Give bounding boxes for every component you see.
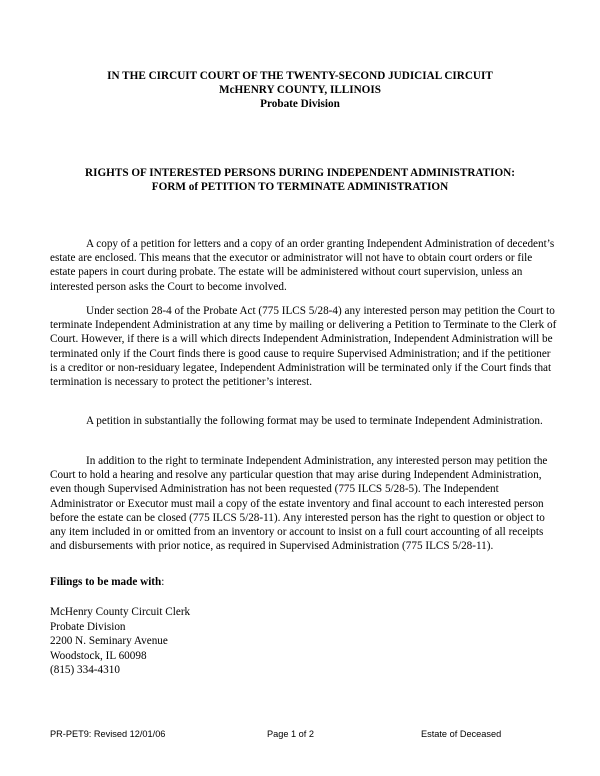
- paragraph-additional-rights: In addition to the right to terminate Independent Administration, any interested person may petition the Court to hold a hearing and resolve any particular question that may arise during Independent Administration, even though Supervised Administration has not been requested (775 ILCS 5/28-5). The Independent Administrator or Executor must mail a copy of the estate inventory and final account to each interested person before the estate can be closed (775 ILCS 5/28-11). Any interested person has the right to question or object to any item included in or omitted from an inventory or account to insist on a full court accounting of all receipts and disbursements with prior notice, as required in Supervised Administration (775 ILCS 5/28-11).: [50, 455, 548, 553]
- county-line: McHENRY COUNTY, ILLINOIS: [219, 84, 381, 96]
- paragraph-petition-format: A petition in substantially the following format may be used to terminate Independent Administration.: [86, 415, 543, 427]
- address-line: Probate Division: [50, 620, 126, 633]
- clerk-address: [50, 605, 190, 678]
- address-line: 2200 N. Seminary Avenue: [50, 635, 168, 648]
- division-line: Probate Division: [260, 98, 340, 110]
- page-number: Page 1 of 2: [267, 729, 314, 739]
- paragraph-enclosed-copy: A copy of a petition for letters and a copy of an order granting Independent Administration of decedent’s estate are enclosed. This means that the executor or administrator will not have to obtain court orders or file estate papers in court during probate. The estate will be administered without court supervision, unless an interested person asks the Court to become involved.: [50, 238, 555, 293]
- filings-heading: [50, 575, 164, 589]
- page-footer: [0, 729, 600, 743]
- filings-colon: :: [161, 576, 165, 588]
- court-header-line: IN THE CIRCUIT COURT OF THE TWENTY-SECOND JUDICIAL CIRCUIT: [107, 70, 493, 82]
- paragraph-section-28-4: Under section 28-4 of the Probate Act (775 ILCS 5/28-4) any interested person may petition the Court to terminate Independent Administration at any time by mailing or delivering a Petition to Terminate to the Clerk of Court. However, if there is a will which directs Independent Administration, Independent Administration will be terminated only if the Court finds there is good cause to require Supervised Administration; and if the petitioner is a creditor or non-residuary legatee, Independent Administration will be terminated only if the Court finds that termination is necessary to protect the petitioner’s interest.: [50, 305, 557, 389]
- phone-line: (815) 334-4310: [50, 664, 120, 677]
- court-header: [0, 69, 600, 111]
- address-line: Woodstock, IL 60098: [50, 649, 147, 662]
- estate-label: Estate of Deceased: [421, 729, 502, 739]
- filings-label: Filings to be made with: [50, 576, 162, 588]
- document-title: [0, 166, 600, 194]
- form-revision: PR-PET9: Revised 12/01/06: [50, 729, 166, 739]
- title-line-2: FORM of PETITION TO TERMINATE ADMINISTRATION: [151, 181, 449, 193]
- address-line: McHenry County Circuit Clerk: [50, 606, 191, 618]
- title-line-1: RIGHTS OF INTERESTED PERSONS DURING INDEPENDENT ADMINISTRATION:: [85, 167, 515, 179]
